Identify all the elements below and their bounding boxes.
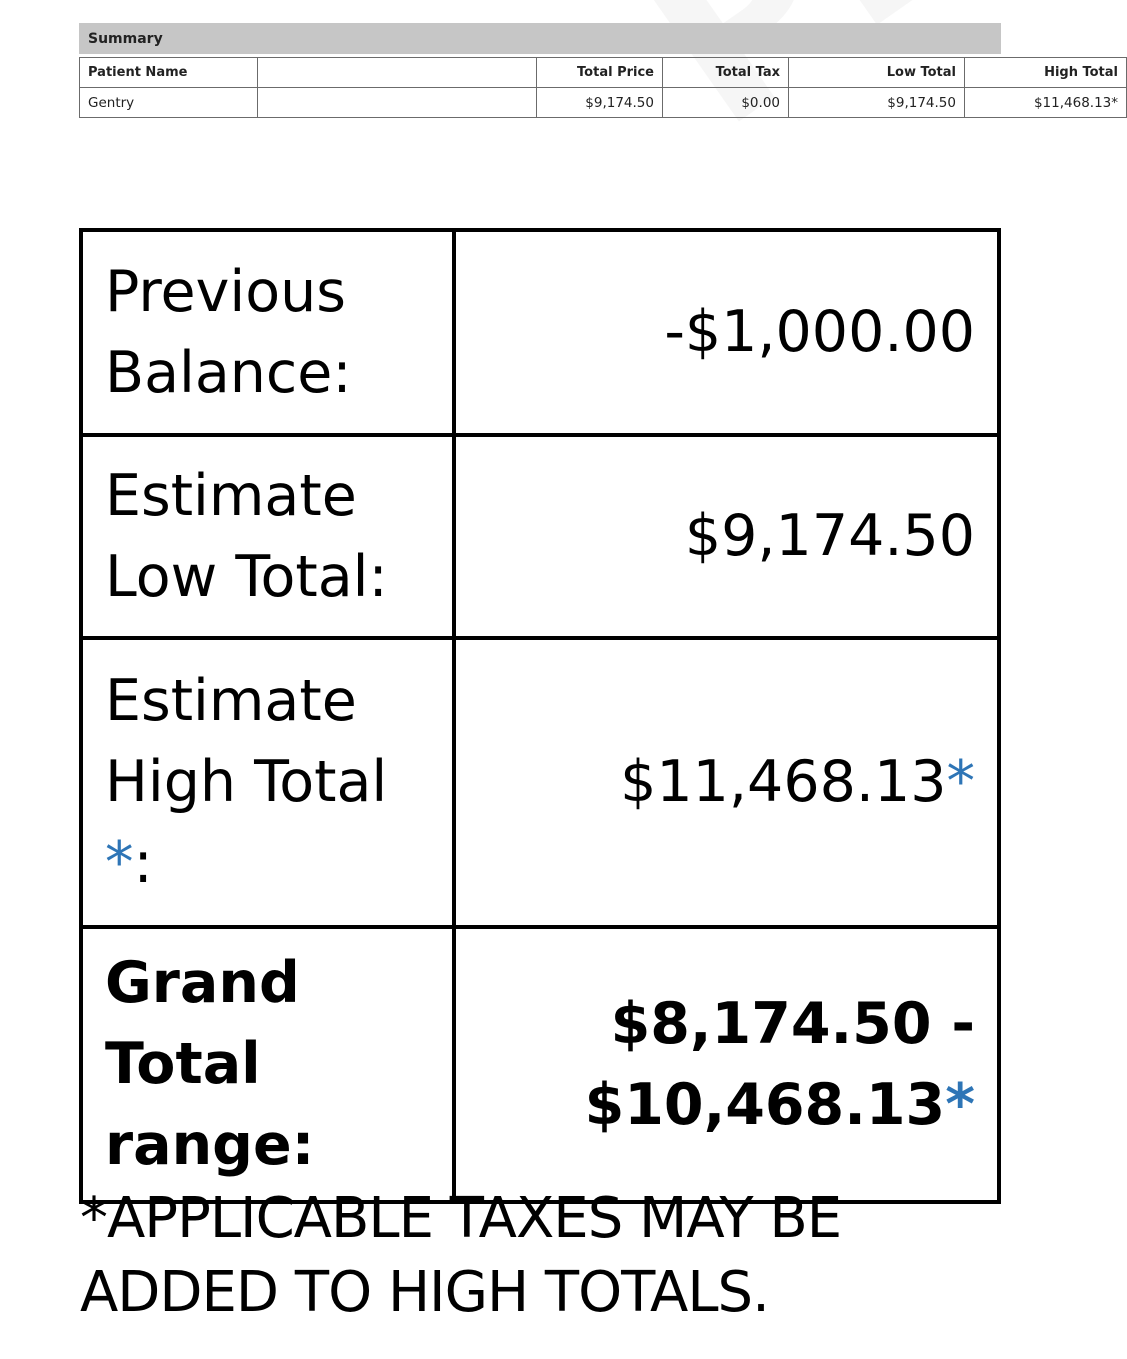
high-total-value-asterisk: * [946, 749, 975, 815]
previous-balance-label [81, 230, 454, 435]
low-total-label-line2: Low Total: [105, 543, 388, 610]
grand-total-high: $10,468.13 [584, 1071, 946, 1138]
header-patient-name: Patient Name [80, 58, 258, 88]
grand-total-label-line2: range: [105, 1112, 315, 1178]
header-low-total: Low Total [789, 58, 965, 88]
totals-table [79, 228, 1001, 1204]
header-high-total: High Total [965, 58, 1127, 88]
grand-total-label-line1: Grand Total [105, 950, 300, 1097]
cell-high-total: $11,468.13* [965, 88, 1127, 118]
cell-total-price: $9,174.50 [537, 88, 663, 118]
previous-balance-value: -$1,000.00 [454, 230, 999, 435]
high-total-label-asterisk: * [105, 830, 134, 896]
grand-total-asterisk: * [945, 1071, 975, 1138]
grand-total-row [81, 927, 999, 1202]
grand-total-low: $8,174.50 - [610, 990, 975, 1057]
cell-blank [258, 88, 537, 118]
cell-patient-name: Gentry [80, 88, 258, 118]
low-total-value: $9,174.50 [454, 435, 999, 638]
high-total-label-line1: Estimate [105, 668, 357, 734]
low-total-row [81, 435, 999, 638]
high-total-label [81, 638, 454, 927]
high-total-value [454, 638, 999, 927]
tax-footnote [80, 1182, 1040, 1330]
high-total-label-colon: : [133, 830, 153, 896]
low-total-label-line1: Estimate [105, 462, 357, 529]
grand-total-label [81, 927, 454, 1202]
previous-balance-label-line2: Balance: [105, 339, 352, 406]
summary-table [79, 57, 1127, 118]
header-total-price: Total Price [537, 58, 663, 88]
high-total-amount: $11,468.13 [620, 749, 947, 815]
header-blank [258, 58, 537, 88]
footnote-line1: *APPLICABLE TAXES MAY BE [80, 1186, 842, 1251]
footnote-line2: ADDED TO HIGH TOTALS. [80, 1260, 769, 1325]
summary-header-row [80, 58, 1127, 88]
summary-title: Summary [79, 23, 1001, 54]
summary-section [79, 23, 1118, 118]
previous-balance-row [81, 230, 999, 435]
cell-total-tax: $0.00 [663, 88, 789, 118]
previous-balance-label-line1: Previous [105, 258, 346, 325]
low-total-label [81, 435, 454, 638]
grand-total-value [454, 927, 999, 1202]
header-total-tax: Total Tax [663, 58, 789, 88]
cell-low-total: $9,174.50 [789, 88, 965, 118]
high-total-label-line2: High Total [105, 749, 388, 815]
high-total-row [81, 638, 999, 927]
table-row [80, 88, 1127, 118]
